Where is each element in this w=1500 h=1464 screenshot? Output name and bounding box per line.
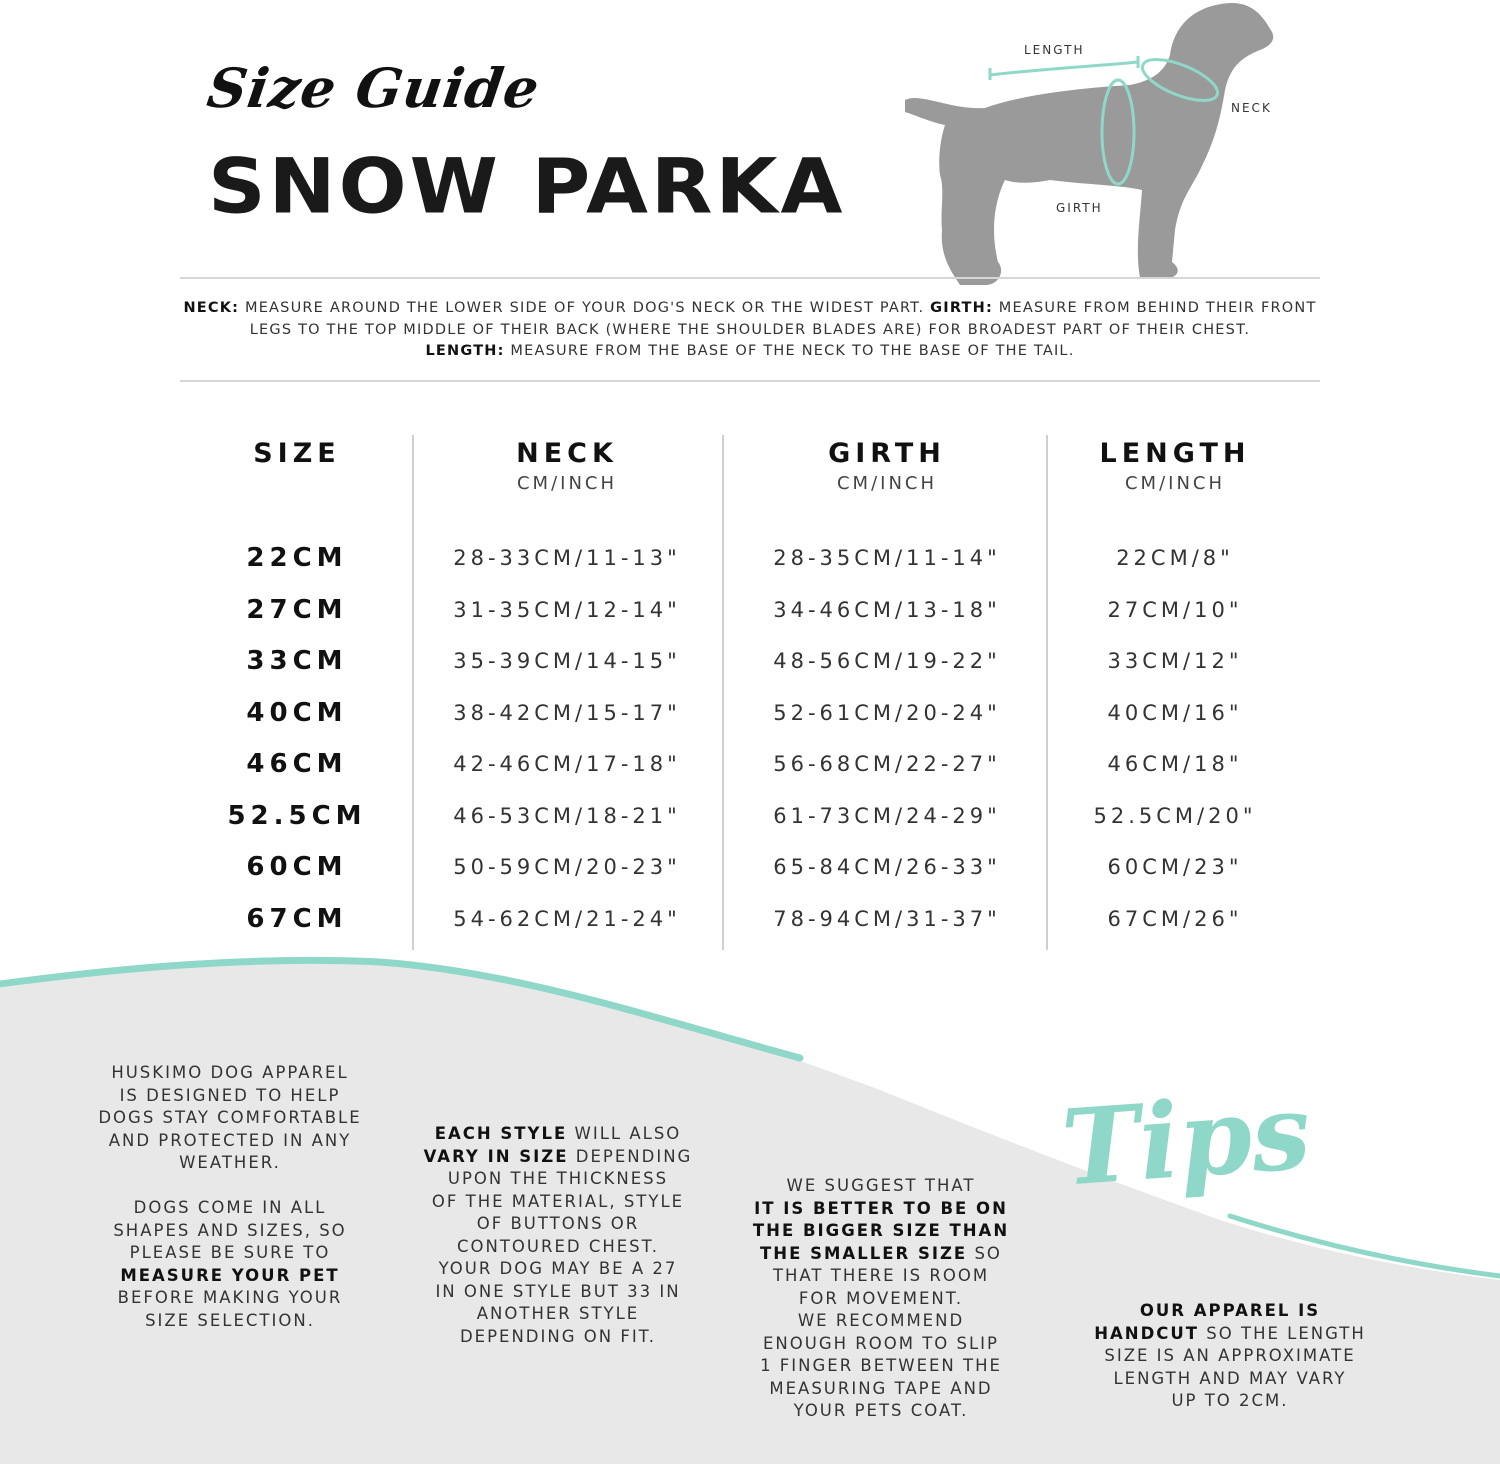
size-label: 40CM — [246, 697, 348, 728]
measurement-girth: 28-35CM/11-14" — [773, 546, 1001, 570]
tip-emphasis: EACH STYLE — [434, 1124, 568, 1143]
length-label: LENGTH — [1024, 43, 1085, 57]
tip-text: HUSKIMO DOG APPAREL IS DESIGNED TO HELP DOGS STAY COMFORTABLE AND PROTECTED IN ANY WEATHER. DOGS COME IN ALL SHAPES AND SIZES, SO PLEASE BE SURE TO — [98, 1063, 362, 1262]
tip-emphasis: OUR APPAREL IS HANDCUT — [1094, 1301, 1321, 1343]
measurement-length: 22CM/8" — [1116, 546, 1234, 570]
column-divider — [722, 435, 724, 950]
girth-instruction-label: GIRTH: — [930, 300, 993, 316]
size-label: 60CM — [246, 852, 348, 882]
tip-block-bigger-size — [740, 1175, 1022, 1423]
length-instruction-label: LENGTH: — [425, 343, 505, 359]
tip-emphasis: IT IS BETTER TO BE ON THE BIGGER SIZE THAN THE SMALLER SIZE — [752, 1198, 1010, 1263]
column-header-size: SIZE — [253, 438, 341, 469]
measurement-neck: 46-53CM/18-21" — [453, 803, 681, 828]
column-unit: CM/INCH — [1124, 473, 1226, 494]
size-label: 33CM — [246, 646, 348, 676]
measurement-length: 27CM/10" — [1107, 597, 1243, 622]
size-label: 22CM — [246, 543, 348, 573]
divider — [180, 277, 1320, 279]
column-unit: CM/INCH — [836, 473, 938, 494]
measurement-instructions — [180, 298, 1320, 363]
size-guide-script-title: Size Guide — [203, 56, 544, 120]
tip-text: SO THAT THERE IS ROOM FOR MOVEMENT. WE RECOMMEND ENOUGH ROOM TO SLIP 1 FINGER BETWEEN THE MEASURING TAPE AND YOUR PETS COAT. — [760, 1243, 1002, 1420]
measurement-length: 67CM/26" — [1107, 906, 1243, 931]
measurement-girth: 65-84CM/26-33" — [773, 855, 1001, 879]
tip-text: DEPENDING UPON THE THICKNESS OF THE MATERIAL, STYLE OF BUTTONS OR CONTOURED CHEST. YOUR DOG MAY BE A 27 IN ONE STYLE BUT 33 IN ANOTHER STYLE DEPENDING ON FIT. — [431, 1146, 693, 1346]
dog-silhouette-icon — [905, 3, 1273, 285]
dog-measurement-diagram — [880, 0, 1320, 295]
neck-label: NECK — [1231, 101, 1272, 115]
measurement-girth: 56-68CM/22-27" — [773, 752, 1001, 776]
measurement-length: 33CM/12" — [1107, 649, 1243, 673]
tip-text: WE SUGGEST THAT — [786, 1176, 976, 1195]
tip-block-sizing — [80, 1062, 380, 1332]
measurement-neck: 50-59CM/20-23" — [453, 855, 681, 879]
measurement-girth: 48-56CM/19-22" — [773, 649, 1001, 673]
size-label: 27CM — [246, 594, 348, 625]
measurement-length: 40CM/16" — [1107, 700, 1243, 725]
tips-heading: Tips — [1058, 1069, 1315, 1210]
measurement-length: 46CM/18" — [1107, 752, 1243, 776]
length-instruction: MEASURE FROM THE BASE OF THE NECK TO THE BASE OF THE TAIL. — [504, 343, 1075, 359]
tip-block-style — [410, 1123, 706, 1348]
tip-text: BEFORE MAKING YOUR SIZE SELECTION. — [117, 1288, 343, 1330]
column-header-length: LENGTH — [1099, 438, 1251, 469]
neck-instruction: MEASURE AROUND THE LOWER SIDE OF YOUR DOG'S NECK OR THE WIDEST PART. — [239, 300, 931, 316]
tip-block-handcut — [1080, 1300, 1380, 1413]
girth-instruction: MEASURE FROM BEHIND THEIR FRONT LEGS TO THE TOP MIDDLE OF THEIR BACK (WHERE THE SHOULDER BLADES ARE) FOR BROADEST PART OF THEIR CHEST. — [249, 300, 1317, 338]
size-label: 67CM — [246, 903, 348, 934]
column-divider — [412, 435, 414, 950]
measurement-neck: 42-46CM/17-18" — [453, 752, 681, 776]
measurement-girth: 34-46CM/13-18" — [773, 597, 1001, 622]
measurement-girth: 78-94CM/31-37" — [773, 906, 1001, 931]
measurement-length: 52.5CM/20" — [1093, 803, 1257, 828]
measurement-girth: 52-61CM/20-24" — [773, 700, 1001, 725]
measurement-neck: 35-39CM/14-15" — [453, 649, 681, 673]
measurement-neck: 31-35CM/12-14" — [453, 597, 681, 622]
girth-label: GIRTH — [1056, 201, 1103, 215]
measurement-length: 60CM/23" — [1107, 855, 1243, 879]
product-title: SNOW PARKA — [208, 142, 846, 231]
tip-text: WILL ALSO — [574, 1124, 682, 1143]
tip-emphasis: VARY IN SIZE — [423, 1146, 569, 1166]
column-unit: CM/INCH — [516, 473, 618, 494]
measurement-neck: 54-62CM/21-24" — [453, 906, 681, 931]
neck-instruction-label: NECK: — [183, 300, 240, 316]
column-header-neck: NECK — [516, 438, 618, 469]
size-label: 52.5CM — [227, 800, 367, 831]
column-header-girth: GIRTH — [828, 438, 946, 469]
column-divider — [1046, 435, 1048, 950]
measurement-neck: 28-33CM/11-13" — [453, 546, 681, 570]
measurement-neck: 38-42CM/15-17" — [453, 700, 681, 725]
divider — [180, 380, 1320, 382]
measurement-girth: 61-73CM/24-29" — [773, 803, 1001, 828]
size-label: 46CM — [246, 749, 348, 779]
tip-text: SO THE LENGTH SIZE IS AN APPROXIMATE LENGTH AND MAY VARY UP TO 2CM. — [1104, 1323, 1366, 1410]
tip-emphasis: MEASURE YOUR PET — [120, 1265, 340, 1285]
length-measure-line — [990, 62, 1138, 75]
